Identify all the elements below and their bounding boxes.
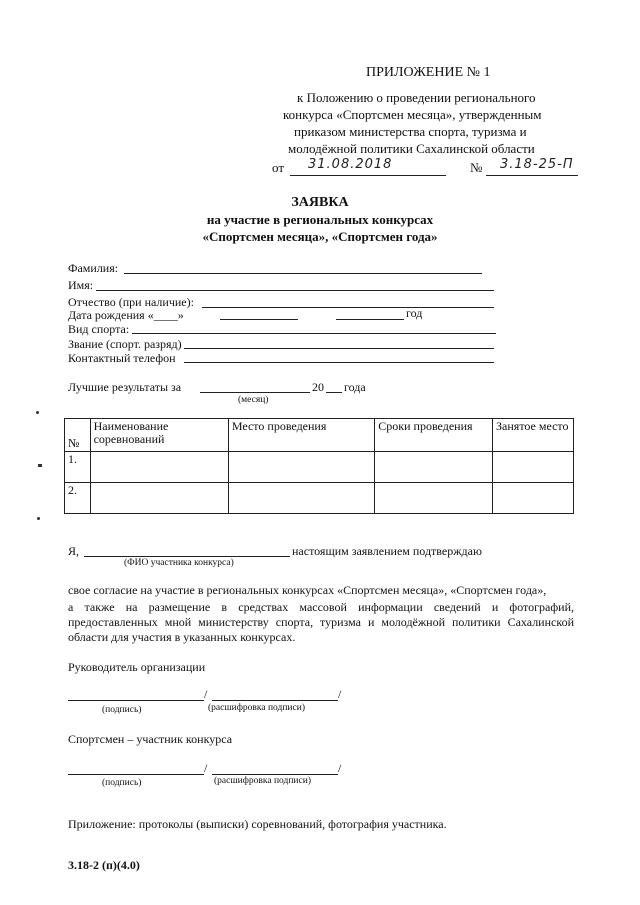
appendix-line-3: приказом министерства спорта, туризма и <box>294 124 527 139</box>
patronymic-field[interactable] <box>202 307 494 308</box>
cell-competition[interactable] <box>90 483 228 514</box>
cell-venue[interactable] <box>228 452 374 483</box>
cell-venue[interactable] <box>228 483 374 514</box>
head-decode-field[interactable] <box>212 700 338 701</box>
slash: / <box>204 761 208 775</box>
consent-line-3: предоставленных мной министерству спорта, туризма и молодёжной политики Сахалинской <box>68 615 574 629</box>
header-dates: Сроки проведения <box>375 419 493 452</box>
decode-caption: (расшифровка подписи) <box>208 703 305 713</box>
birth-date-label: Дата рождения «____» <box>68 308 184 322</box>
cell-dates[interactable] <box>375 452 493 483</box>
scan-mark <box>38 464 42 467</box>
consent-line-2: а также на размещение в средствах массовой информации сведений и фотографий, <box>68 600 574 614</box>
head-label: Руководитель организации <box>68 660 206 674</box>
sign-caption: (подпись) <box>102 705 142 715</box>
date-underline <box>290 175 446 176</box>
header-venue: Место проведения <box>228 419 374 452</box>
best-results-year-prefix: 20 <box>312 380 324 394</box>
consent-confirm: настоящим заявлением подтверждаю <box>292 544 482 558</box>
appendix-title: ПРИЛОЖЕНИЕ № 1 <box>366 65 491 80</box>
phone-field[interactable] <box>184 362 494 363</box>
birth-month-field[interactable] <box>220 319 298 320</box>
best-results-label: Лучшие результаты за <box>68 380 182 394</box>
year-label: год <box>406 306 423 320</box>
order-date: 31.08.2018 <box>308 157 393 172</box>
fio-caption: (ФИО участника конкурса) <box>124 558 234 568</box>
row-number: 1. <box>65 452 91 483</box>
appendix-line-1: к Положению о проведении регионального <box>297 90 536 105</box>
patronymic-label: Отчество (при наличие): <box>68 295 194 309</box>
cell-place[interactable] <box>493 452 574 483</box>
sport-field[interactable] <box>132 333 496 334</box>
date-label: от <box>272 160 285 175</box>
number-underline <box>486 175 578 176</box>
header-number: № <box>65 419 91 452</box>
cell-competition[interactable] <box>90 452 228 483</box>
slash: / <box>338 761 342 775</box>
slash: / <box>204 687 208 701</box>
scan-mark <box>37 517 40 520</box>
consent-line-1: свое согласие на участие в региональных конкурсах «Спортсмен месяца», «Спортсмен года», <box>68 583 547 597</box>
doc-subtitle-2: «Спортсмен месяца», «Спортсмен года» <box>202 229 438 244</box>
footer-code: 3.18-2 (п)(4.0) <box>68 858 140 872</box>
doc-title: ЗАЯВКА <box>291 195 349 210</box>
attachment-note: Приложение: протоколы (выписки) соревнований, фотография участника. <box>68 817 447 831</box>
month-caption: (месяц) <box>238 395 269 405</box>
appendix-line-4: молодёжной политики Сахалинской области <box>288 141 535 156</box>
cell-dates[interactable] <box>375 483 493 514</box>
header-competition: Наименование соревнований <box>90 419 228 452</box>
table-row <box>65 452 574 483</box>
scan-mark <box>36 411 39 414</box>
birth-year-field[interactable] <box>336 319 404 320</box>
header-place: Занятое место <box>493 419 574 452</box>
head-signature-field[interactable] <box>68 700 204 701</box>
best-results-month-field[interactable] <box>200 392 310 393</box>
doc-subtitle-1: на участие в региональных конкурсах <box>206 212 434 227</box>
athlete-signature-field[interactable] <box>68 774 204 775</box>
athlete-decode-field[interactable] <box>212 774 338 775</box>
rank-label: Звание (спорт. разряд) <box>68 337 182 351</box>
order-number: 3.18-25-П <box>500 157 574 172</box>
best-results-year-field[interactable] <box>326 392 342 393</box>
consent-ya: Я, <box>68 544 80 558</box>
decode-caption: (расшифровка подписи) <box>214 776 311 786</box>
cell-place[interactable] <box>493 483 574 514</box>
table-header-row <box>65 419 574 452</box>
number-label: № <box>470 160 483 175</box>
surname-label: Фамилия: <box>68 261 119 275</box>
rank-field[interactable] <box>184 348 494 349</box>
sign-caption: (подпись) <box>102 778 142 788</box>
sport-label: Вид спорта: <box>68 322 130 336</box>
best-results-year-suffix: года <box>344 380 366 394</box>
phone-label: Контактный телефон <box>68 351 176 365</box>
name-field[interactable] <box>96 290 494 291</box>
appendix-line-2: конкурса «Спортсмен месяца», утвержденным <box>283 107 542 122</box>
results-table <box>64 418 574 514</box>
consent-line-4: области для участия в указанных конкурсах. <box>68 630 296 644</box>
row-number: 2. <box>65 483 91 514</box>
athlete-label: Спортсмен – участник конкурса <box>68 732 233 746</box>
surname-field[interactable] <box>124 273 482 274</box>
name-label: Имя: <box>68 278 94 292</box>
slash: / <box>338 687 342 701</box>
fio-field[interactable] <box>84 556 290 557</box>
table-row <box>65 483 574 514</box>
